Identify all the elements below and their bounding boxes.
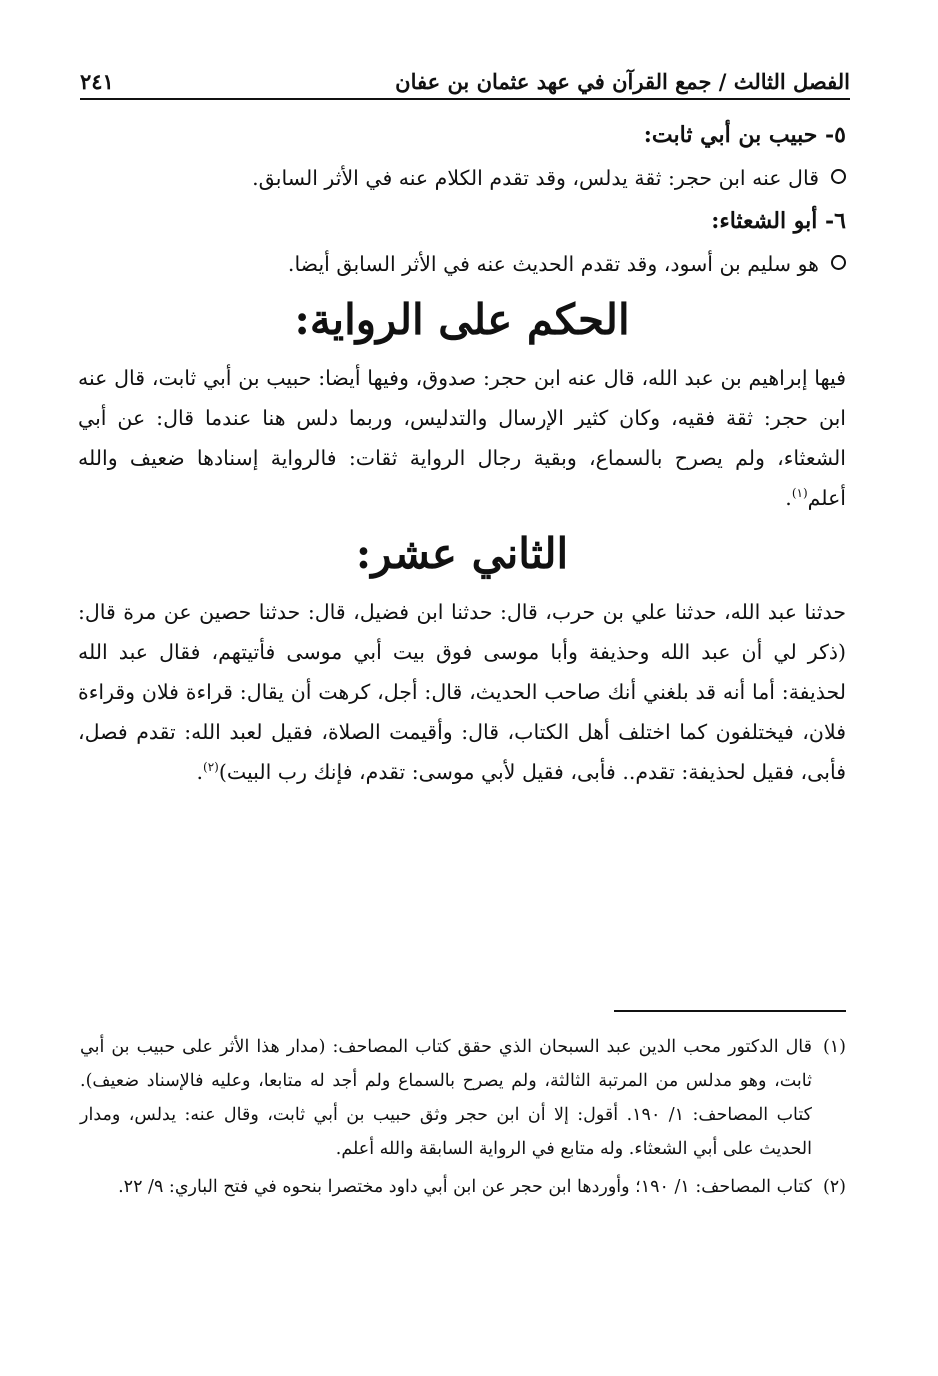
narrator-note-5 (78, 162, 846, 194)
twelfth-end: . (196, 760, 203, 784)
circle-bullet-icon (831, 169, 846, 184)
footnote-2 (80, 1170, 846, 1204)
twelfth-title: الثاني عشر: (355, 529, 569, 578)
narrator-heading-6: ٦- أبو الشعثاء: (711, 208, 846, 234)
circle-bullet-icon (831, 255, 846, 270)
footnote-marker: (٢) (822, 1177, 846, 1197)
ruling-title: الحكم على الرواية: (294, 295, 630, 344)
footnotes (80, 1030, 846, 1208)
footnote-marker: (١) (822, 1037, 846, 1057)
narrator-note-text: قال عنه ابن حجر: ثقة يدلس، وقد تقدم الكلام عنه في الأثر السابق. (252, 166, 819, 190)
main-content (78, 112, 846, 792)
ruling-end: . (785, 486, 792, 510)
narrator-heading-5: ٥- حبيب بن أبي ثابت: (643, 122, 846, 148)
running-header (80, 56, 850, 100)
footnote-1 (80, 1030, 846, 1166)
footnote-ref-1[interactable]: (١) (791, 486, 808, 501)
footnote-ref-2[interactable]: (٢) (203, 760, 219, 775)
footnote-divider (614, 1010, 846, 1012)
chapter-title: الفصل الثالث / جمع القرآن في عهد عثمان بن عفان (395, 69, 850, 94)
narrator-note-6 (78, 248, 846, 280)
twelfth-paragraph (78, 592, 846, 792)
ruling-text: فيها إبراهيم بن عبد الله، قال عنه ابن حجر: صدوق، وفيها أيضا: حبيب بن أبي ثابت، قال عنه ابن حجر: ثقة فقيه، وكان كثير الإرسال والتدليس، وربما دلس هنا عندما قال: عن أبي الشعثاء، ولم يصرح بالسماع، وبقية رجال الرواية ثقات: فالرواية إسنادها ضعيف والله أعلم (78, 366, 846, 510)
narrator-note-text: هو سليم بن أسود، وقد تقدم الحديث عنه في الأثر السابق أيضا. (287, 252, 819, 276)
footnote-text: كتاب المصاحف: ١/ ١٩٠؛ وأوردها ابن حجر عن ابن أبي داود مختصرا بنحوه في فتح الباري: ٩/ ٢٢. (118, 1177, 812, 1197)
twelfth-text: حدثنا عبد الله، حدثنا علي بن حرب، قال: حدثنا ابن فضيل، قال: حدثنا حصين عن مرة قال: (ذكر لي أن عبد الله وحذيفة وأبا موسى فوق بيت أبي موسى فأتيتهم، فقال عبد الله لحذيفة: أما أنه قد بلغني أنك صاحب الحديث، قال: أجل، كرهت أن يقال: قراءة فلان وقراءة فلان، فيختلفون كما اختلف أهل الكتاب، قال: وأقيمت الصلاة، فقيل لعبد الله: تقدم فصل، فأبى، فقيل لحذيفة: تقدم.. فأبى، فقيل لأبي موسى: تقدم، فإنك رب البيت) (78, 600, 846, 784)
footnote-text: قال الدكتور محب الدين عبد السبحان الذي حقق كتاب المصاحف: (مدار هذا الأثر على حبيب بن أبي ثابت، وهو مدلس من المرتبة الثالثة، ولم يصرح بالسماع ولم أجد له متابعا، وعليه فالإسناد ضعيف). كتاب المصاحف: ١/ ١٩٠. أقول: إلا أن ابن حجر وثق حبيب بن أبي ثابت، وقال عنه: يدلس، ومدار الحديث على أبي الشعثاء. وله متابع في الرواية السابقة والله أعلم. (80, 1037, 812, 1159)
ruling-paragraph (78, 358, 846, 518)
page-number: ٢٤١ (80, 69, 114, 94)
